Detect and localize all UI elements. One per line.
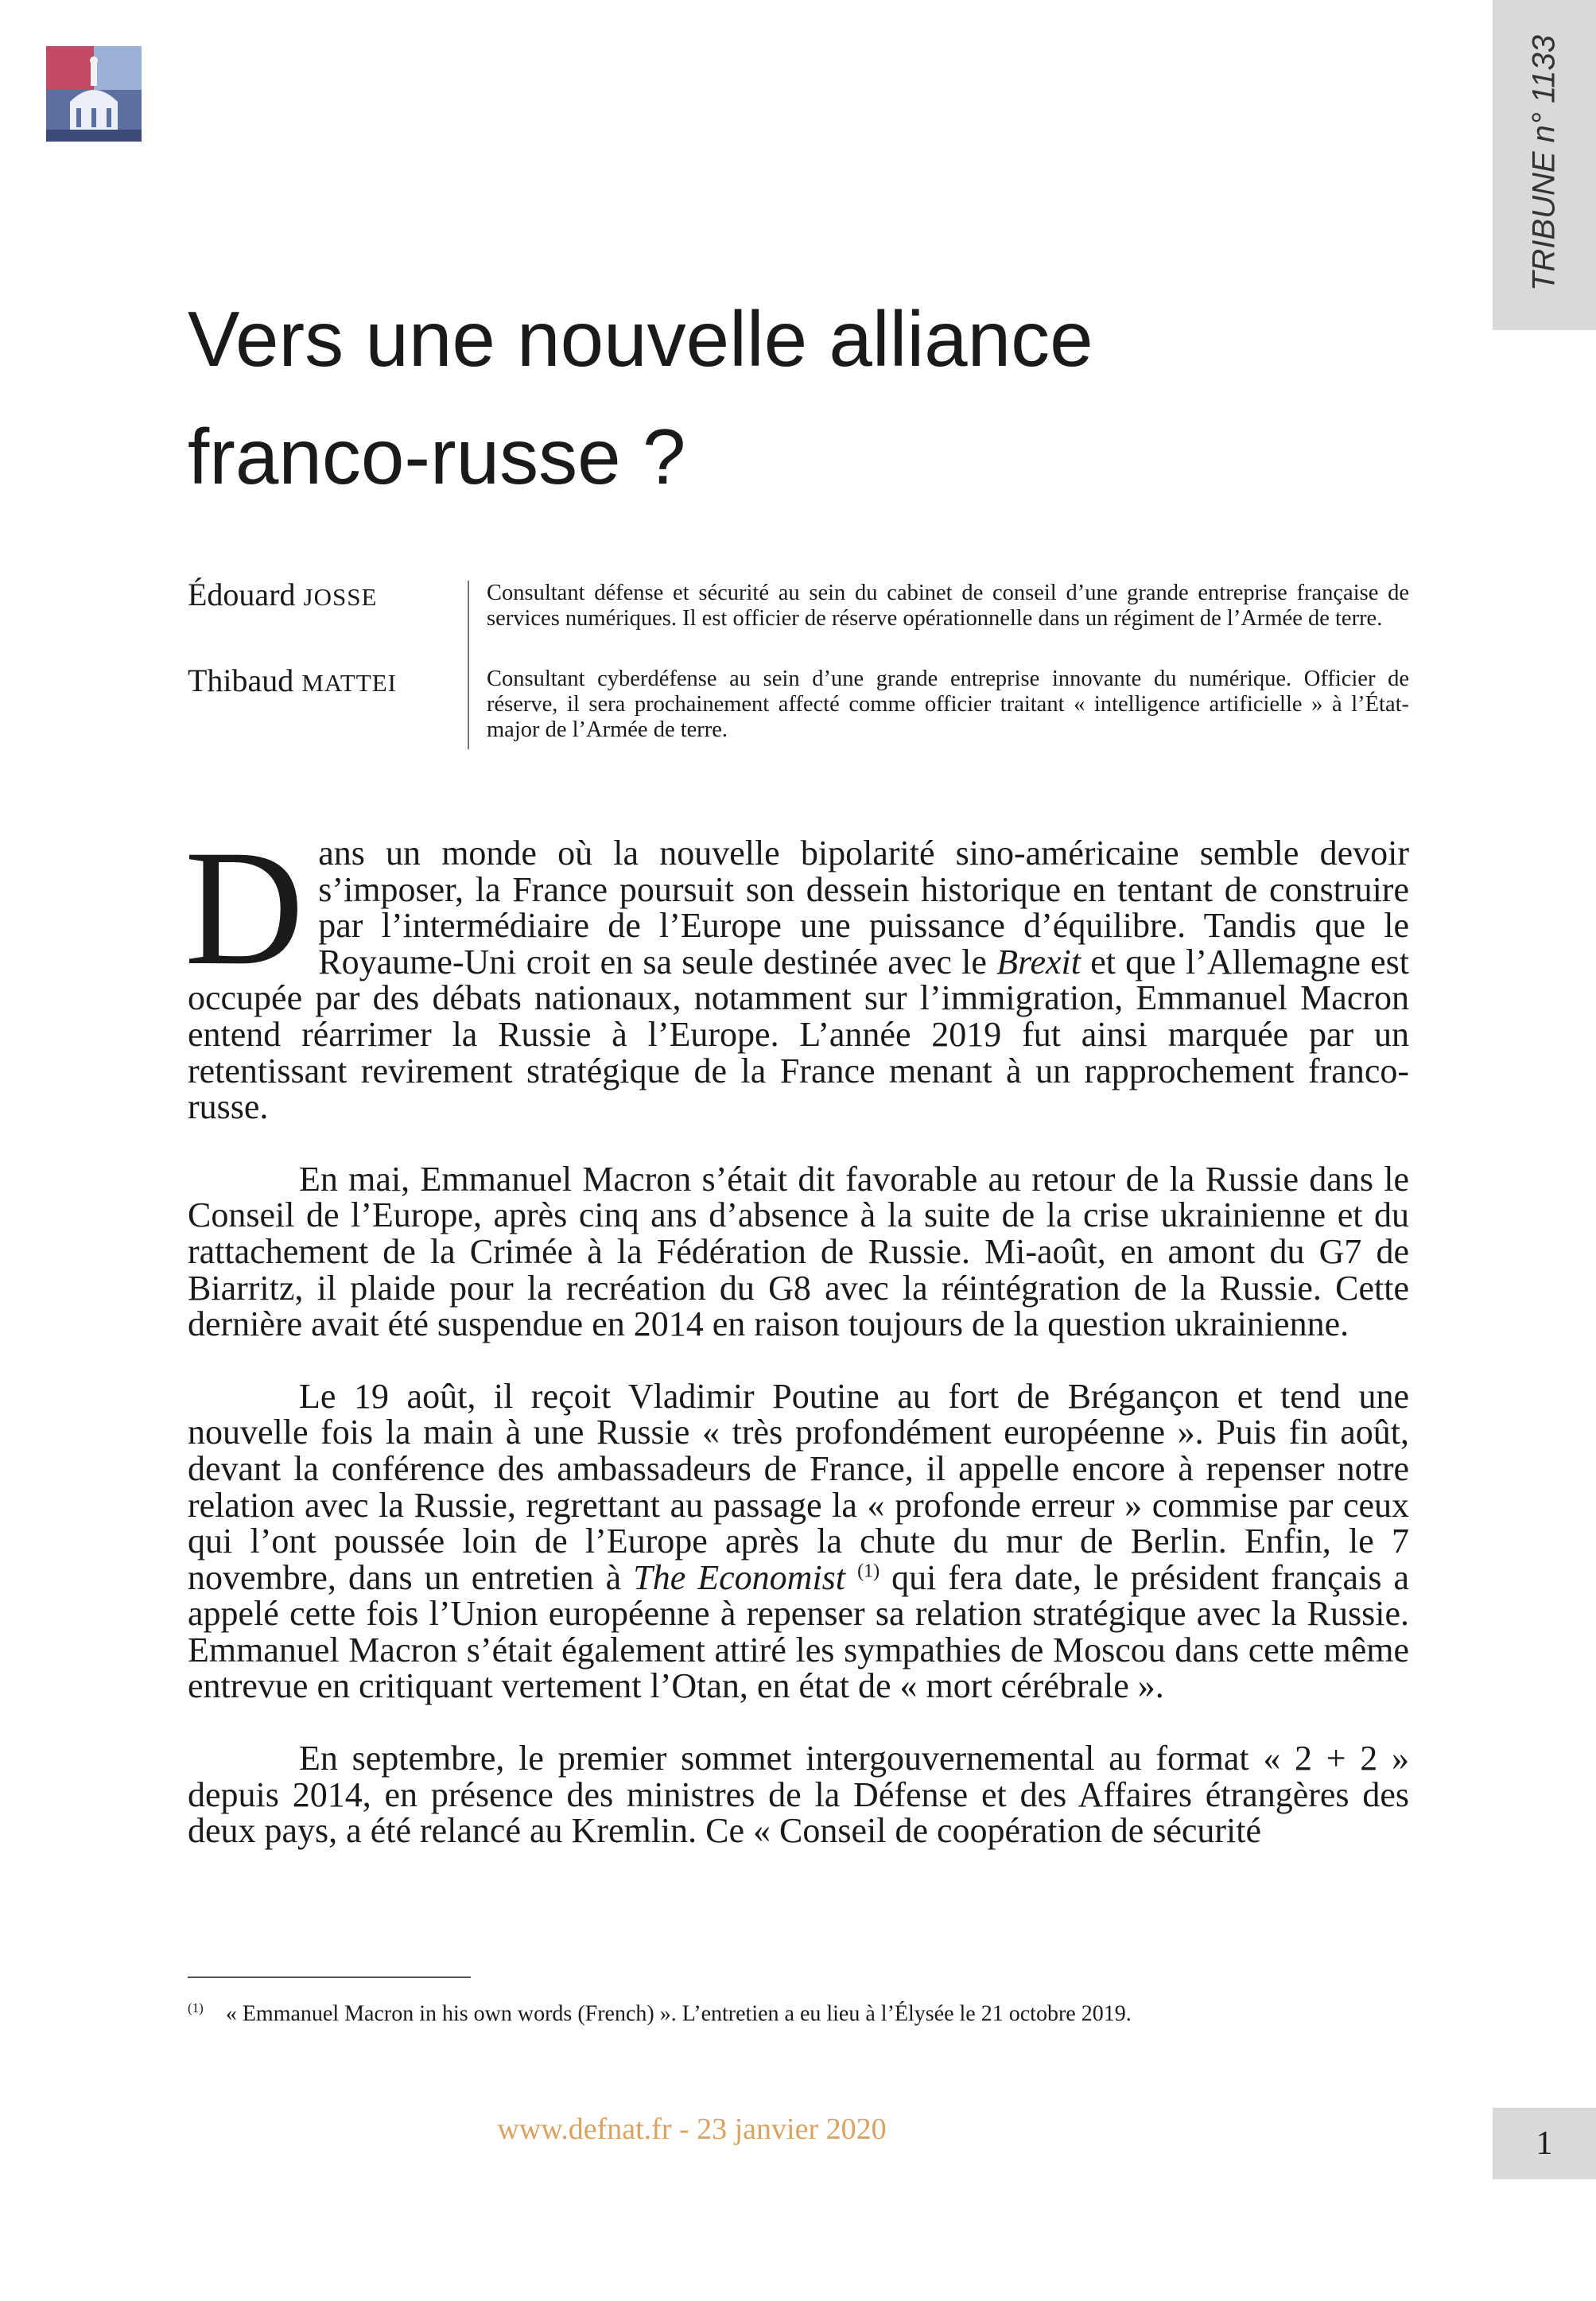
footnote — [188, 1995, 1412, 2027]
body-text-run: Le 19 août, il reçoit Vladimir Poutine au fort de Brégançon et tend une nouvelle fois la main à une Russie « très profondément européenne ». Puis fin août, devant la conférence des ambassadeurs de France, il appelle encore à repenser notre relation avec la Russie, regrettant au passage la « profonde erreur » commise par ceux qui l’ont poussée loin de l’Europe après la chute du mur de Berlin. Enfin, le 7 novembre, dans un entretien à — [188, 1376, 1409, 1597]
body-paragraph-4: En septembre, le premier sommet intergouvernemental au format « 2 + 2 » depuis 2014, en présence des ministres de la Défense et des Affaires étrangères des deux pays, a été relancé au Kremlin. Ce « Conseil de coopération de sécurité — [188, 1739, 1409, 1851]
title-line-1: Vers une nouvelle alliance — [188, 295, 1093, 383]
body-text-run: qui fera date, le président français a appelé cette fois l’Union européenne à repenser sa relation stratégique avec la Russie. Emmanuel Macron s’était également attiré les sympathies de Moscou dans cette même entrevue en critiquant vertement l’Otan, en état de « mort cérébrale ». — [188, 1557, 1410, 1706]
author-first-name: Thibaud — [188, 663, 294, 698]
author-bio-2: Consultant cyberdéfense au sein d’une grande entreprise innovante du numérique. Officier de réserve, il sera prochainement affecté comme officier traitant « intelligence artificielle » à l’État-major de l’Armée de terre. — [487, 667, 1409, 742]
author-name-1 — [188, 576, 450, 616]
italic-term: Brexit — [996, 942, 1081, 981]
series-label: TRIBUNE n° 1133 — [1526, 34, 1562, 292]
article-title — [188, 280, 1380, 515]
footnote-text: « Emmanuel Macron in his own words (French) ». L’entretien a eu lieu à l’Élysée le 21 octobre 2019. — [225, 2001, 1132, 2027]
body-text-run: ans un monde où la nouvelle bipolarité sino-américaine semble devoir s’imposer, la France poursuit son dessein historique en tentant de construire par l’intermédiaire de l’Europe une puissance d’équilibre. Tandis que le Royaume-Uni croit en sa seule destinée avec le — [318, 834, 1409, 981]
footnote-divider — [188, 1976, 471, 1978]
body-paragraph-1 — [184, 816, 1409, 1127]
publication-logo — [46, 46, 142, 142]
institution-logo-icon — [46, 46, 142, 142]
author-last-name: MATTEI — [301, 669, 397, 697]
body-paragraph-3 — [188, 1378, 1409, 1704]
body-paragraph-2: En mai, Emmanuel Macron s’était dit favorable au retour de la Russie dans le Conseil de l’Europe, après cinq ans d’absence à la suite de la crise ukrainienne et du rattachement de la Crimée à la Fédération de Russie. Mi-août, en amont du G7 de Biarritz, il plaide pour la recréation du G8 avec la réintégration de la Russie. Cette dernière avait été suspendue en 2014 en raison toujours de la question ukrainienne. — [188, 1159, 1409, 1344]
series-tab — [1493, 0, 1596, 330]
title-line-2: franco-russe ? — [188, 413, 686, 500]
author-divider — [468, 581, 469, 749]
drop-cap: D — [184, 816, 305, 999]
footnote-marker: (1) — [188, 2000, 204, 2015]
author-first-name: Édouard — [188, 577, 296, 612]
author-name-2 — [188, 662, 450, 702]
author-bio-1: Consultant défense et sécurité au sein du cabinet de conseil d’une grande entreprise française de services numériques. Il est officier de réserve opérationnelle dans un régiment de l’Armée de terre. — [487, 581, 1409, 631]
page-number: 1 — [1536, 2125, 1553, 2162]
footnote-reference[interactable]: (1) — [857, 1561, 880, 1582]
article-body — [184, 816, 1410, 1885]
author-last-name: JOSSE — [303, 583, 378, 611]
footer-site-date[interactable]: www.defnat.fr - 23 janvier 2020 — [497, 2112, 887, 2146]
italic-term: The Economist — [633, 1557, 846, 1597]
page-number-box — [1493, 2108, 1596, 2179]
body-text-run: et que l’Allemagne est occupée par des débats nationaux, notamment sur l’immigration, Emmanuel Macron entend réarrimer la Russie à l’Europe. L’année 2019 fut ainsi marquée par un retentissant revirement stratégique de la France menant à un rapprochement franco-russe. — [188, 942, 1409, 1127]
